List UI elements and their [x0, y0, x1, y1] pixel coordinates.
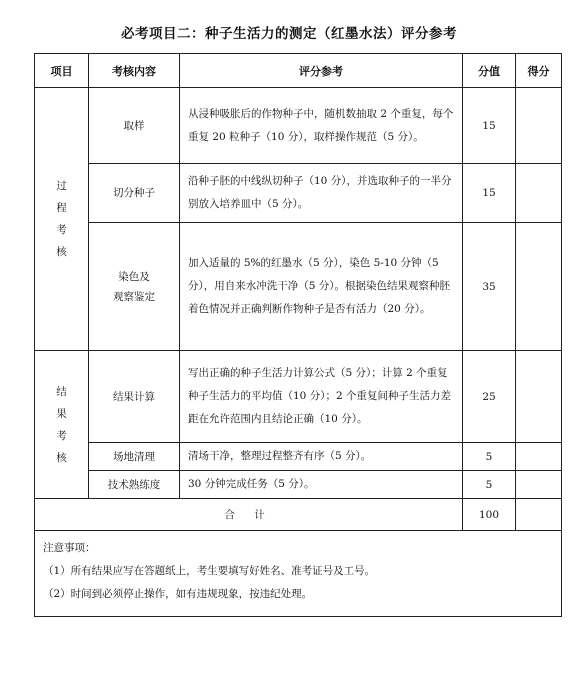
- score-cell: 5: [463, 443, 516, 471]
- content-cell: 切分种子: [89, 164, 180, 223]
- total-row: [35, 499, 562, 531]
- table-row: [35, 223, 562, 351]
- earned-cell[interactable]: [516, 223, 562, 351]
- total-score: 100: [463, 499, 516, 531]
- content-cell: 技术熟练度: [89, 471, 180, 499]
- earned-cell[interactable]: [516, 88, 562, 164]
- notes-heading: 注意事项：: [43, 542, 96, 554]
- earned-cell[interactable]: [516, 351, 562, 443]
- reference-cell: 写出正确的种子生活力计算公式（5 分）；计算 2 个重复种子生活力的平均值（10 分）；2 个重复间种子生活力差距在允许范围内且结论正确（10 分）。: [180, 351, 463, 443]
- notes-cell: [35, 531, 562, 617]
- table-row: [35, 164, 562, 223]
- notes-row: [35, 531, 562, 617]
- header-earned: 得分: [516, 54, 562, 88]
- header-item: 项目: [35, 54, 89, 88]
- score-cell: 15: [463, 88, 516, 164]
- table-row: [35, 88, 562, 164]
- score-cell: 5: [463, 471, 516, 499]
- content-cell: 场地清理: [89, 443, 180, 471]
- earned-cell[interactable]: [516, 164, 562, 223]
- content-cell: 染色及 观察鉴定: [89, 223, 180, 351]
- table-row: [35, 351, 562, 443]
- table-row: [35, 471, 562, 499]
- table-row: [35, 443, 562, 471]
- header-row: [35, 54, 562, 88]
- scoring-table: [34, 53, 562, 617]
- earned-cell[interactable]: [516, 443, 562, 471]
- header-content: 考核内容: [89, 54, 180, 88]
- score-cell: 15: [463, 164, 516, 223]
- content-cell: 取样: [89, 88, 180, 164]
- header-reference: 评分参考: [180, 54, 463, 88]
- reference-cell: 加入适量的 5%的红墨水（5 分），染色 5-10 分钟（5 分），用自来水冲洗干净（5 分）。根据染色结果观察种胚着色情况并正确判断作物种子是否有活力（20 分）。: [180, 223, 463, 351]
- earned-cell[interactable]: [516, 471, 562, 499]
- reference-cell: 沿种子胚的中线纵切种子（10 分），并选取种子的一半分别放入培养皿中（5 分）。: [180, 164, 463, 223]
- note-item: （2）时间到必须停止操作，如有违规现象，按违纪处理。: [43, 588, 313, 600]
- total-earned[interactable]: [516, 499, 562, 531]
- total-label: 合 计: [35, 499, 463, 531]
- note-item: （1）所有结果应写在答题纸上，考生要填写好姓名、准考证号及工号。: [43, 565, 376, 577]
- group-label-process: 过 程 考 核: [35, 88, 89, 351]
- score-cell: 35: [463, 223, 516, 351]
- header-score: 分值: [463, 54, 516, 88]
- reference-cell: 30 分钟完成任务（5 分）。: [180, 471, 463, 499]
- score-cell: 25: [463, 351, 516, 443]
- reference-cell: 从浸种吸胀后的作物种子中，随机数抽取 2 个重复，每个重复 20 粒种子（10 分），取样操作规范（5 分）。: [180, 88, 463, 164]
- group-label-result: 结 果 考 核: [35, 351, 89, 499]
- content-cell: 结果计算: [89, 351, 180, 443]
- page-title: 必考项目二：种子生活力的测定（红墨水法）评分参考: [121, 26, 457, 42]
- reference-cell: 清场干净，整理过程整齐有序（5 分）。: [180, 443, 463, 471]
